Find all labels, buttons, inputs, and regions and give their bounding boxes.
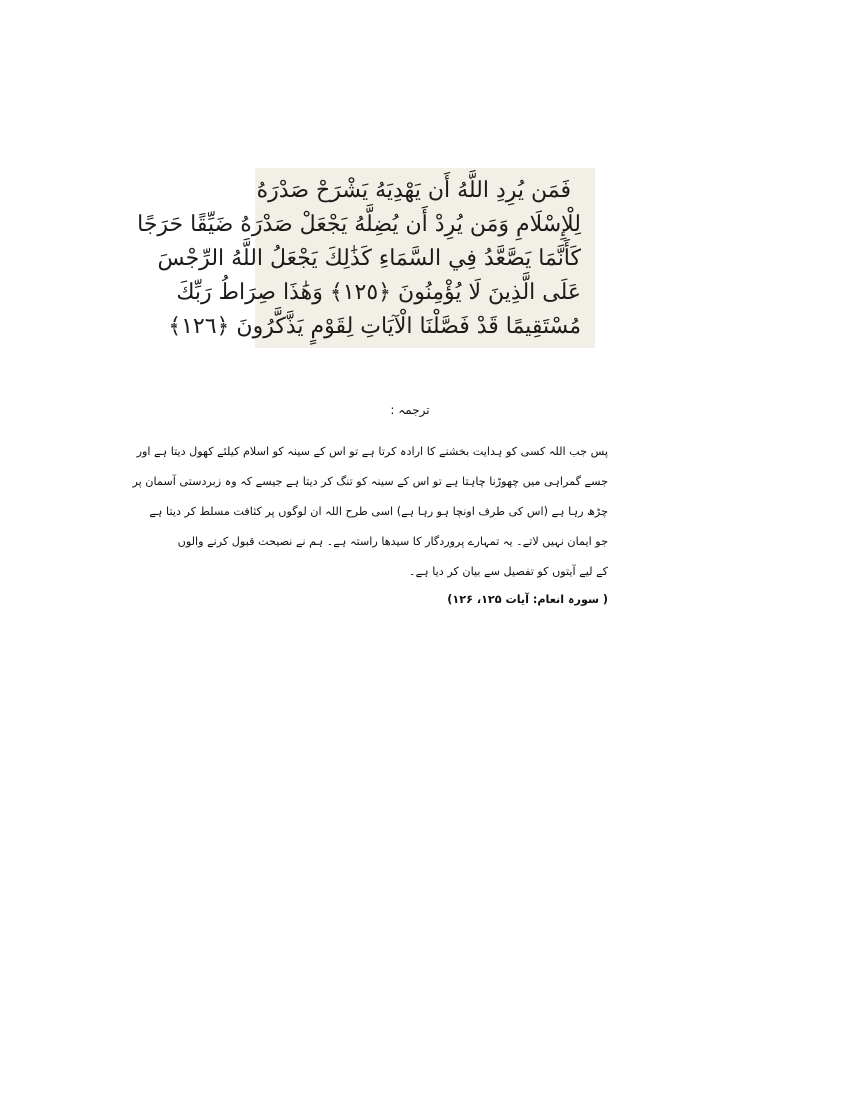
arabic-verse-line: مُسْتَقِيمًا قَدْ فَصَّلْنَا الْآيَاتِ لِقَوْمٍ يَذَّكَّرُونَ ﴿١٢٦﴾ xyxy=(168,314,581,339)
translation-heading: ترجمہ : xyxy=(390,403,430,417)
translation-line: جسے گمراہی میں چھوڑنا چاہتا ہے تو اس کے سینہ کو تنگ کر دیتا ہے جیسے کہ وہ زبردستی آسمان پر xyxy=(132,475,608,488)
arabic-verse-line: لِلْإِسْلَامِ وَمَن يُرِدْ أَن يُضِلَّهُ يَجْعَلْ صَدْرَهُ ضَيِّقًا حَرَجًا xyxy=(137,212,581,237)
translation-paragraph xyxy=(132,437,608,587)
translation-line: چڑھ رہا ہے (اس کی طرف اونچا ہو رہا ہے) اسی طرح اللہ ان لوگوں پر کثافت مسلط کر دیتا ہے xyxy=(149,505,608,518)
translation-line: کے لیے آیتوں کو تفصیل سے بیان کر دیا ہے۔ xyxy=(409,565,608,578)
arabic-verse-line: كَأَنَّمَا يَصَّعَّدُ فِي السَّمَاءِ كَذَٰلِكَ يَجْعَلُ اللَّهُ الرِّجْسَ xyxy=(157,246,581,271)
translation-line: پس جب اللہ کسی کو ہدایت بخشنے کا ارادہ کرتا ہے تو اس کے سینہ کو اسلام کیلئے کھول دیتا ہے اور xyxy=(136,445,608,458)
arabic-verse-line: فَمَن يُرِدِ اللَّهُ أَن يَهْدِيَهُ يَشْرَحْ صَدْرَهُ xyxy=(256,178,571,203)
arabic-verse-image xyxy=(137,168,595,348)
translation-line: جو ایمان نہیں لاتے۔ یہ تمہارے پروردگار کا سیدھا راستہ ہے۔ ہم نے نصیحت قبول کرنے والوں xyxy=(177,535,608,548)
arabic-verse-line: عَلَى الَّذِينَ لَا يُؤْمِنُونَ ﴿١٢٥﴾ وَهَٰذَا صِرَاطُ رَبِّكَ xyxy=(176,280,581,305)
verse-reference: ( سورہ انعام: آیات ۱۲۵، ۱۲۶) xyxy=(447,593,608,606)
